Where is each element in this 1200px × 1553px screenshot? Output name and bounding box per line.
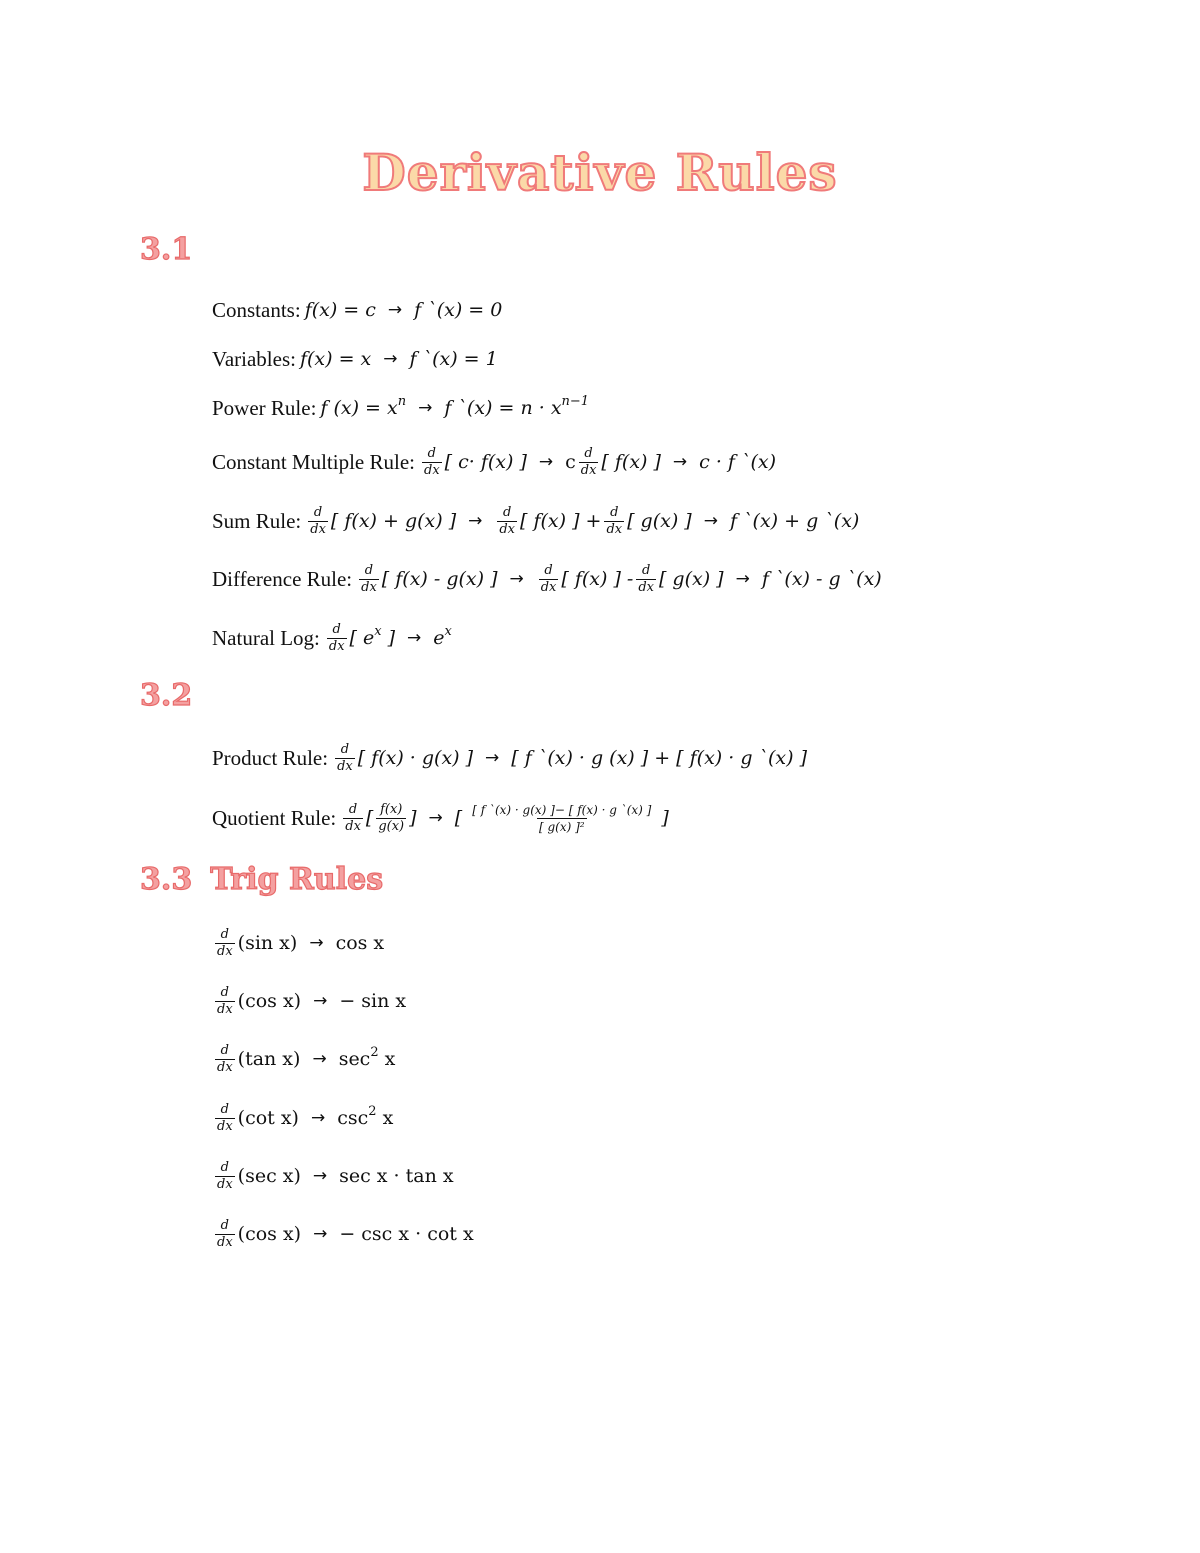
rule-expr: [ c· f(x) ] [444, 451, 527, 473]
derivative-operator: $\frac{d}{dx}$ [540, 562, 557, 595]
section-heading-3-2 [140, 678, 192, 713]
arrow-icon: → [485, 748, 500, 768]
rule-expr: [ f(x) ] - [561, 568, 634, 590]
rule-label: Product Rule: [212, 745, 329, 770]
rule-variables [212, 333, 498, 385]
trig-result: sec x · tan x [339, 1165, 454, 1187]
rule-rhs: f `(x) - g `(x) [761, 568, 882, 590]
bracket: ] [409, 807, 417, 829]
rule-expr: [ g(x) ] [658, 568, 724, 590]
bracket: [ [454, 807, 463, 829]
rule-label: Difference Rule: [212, 566, 353, 591]
arrow-icon: → [428, 808, 443, 828]
arrow-icon: → [468, 511, 483, 531]
arrow-icon: → [309, 933, 324, 953]
derivative-operator: $\frac{d}{dx}$ [580, 445, 597, 478]
derivative-operator: $\frac{d}{dx}$ [217, 1101, 233, 1134]
arrow-icon: → [313, 991, 328, 1011]
rule-rhs: f `(x) = 0 [414, 299, 503, 321]
arrow-icon: → [312, 1049, 327, 1069]
quotient-fraction: $\frac{f(x)}{g(x)}$ [378, 801, 405, 834]
derivative-operator: $\frac{d}{dx}$ [217, 1159, 233, 1192]
rule-sum [212, 495, 859, 547]
trig-result: $\sec^2 x$ [338, 1045, 396, 1070]
rule-expr: [ g(x) ] [627, 510, 692, 532]
section-number: 3.2 [140, 678, 193, 713]
arrow-icon: → [407, 628, 422, 648]
derivative-operator: $\frac{d}{dx}$ [345, 801, 361, 834]
rule-difference [212, 553, 882, 605]
bracket: ] [661, 807, 669, 829]
rule-expr: [ f(x) - g(x) ] [381, 568, 498, 590]
rule-expr: c [565, 451, 576, 473]
rule-label: Power Rule: [212, 395, 317, 420]
section-heading-3-3 [140, 862, 383, 897]
arrow-icon: → [312, 1166, 328, 1186]
trig-rule-sec [212, 1150, 454, 1202]
derivative-operator: $\frac{d}{dx}$ [217, 926, 233, 959]
rule-expr: [ f(x) ] + [520, 510, 602, 532]
rule-rhs: f `(x) + g `(x) [729, 510, 860, 532]
rule-lhs: f $(x) = x^n$ [320, 394, 407, 419]
derivative-operator: $\frac{d}{dx}$ [499, 504, 516, 537]
rule-product [212, 732, 807, 784]
rule-rhs: c · f `(x) [699, 451, 777, 473]
section-heading-3-1 [140, 232, 192, 267]
trig-arg: (sin x) [237, 932, 298, 954]
trig-arg: (cos x) [237, 1223, 302, 1245]
arrow-icon: → [310, 1108, 326, 1128]
trig-arg: (tan x) [237, 1048, 301, 1070]
rule-label: Natural Log: [212, 625, 320, 650]
trig-arg: (sec x) [237, 1165, 301, 1187]
trig-rule-csc [212, 1208, 474, 1260]
rule-lhs: f(x) = c [304, 299, 376, 321]
rule-constants [212, 284, 502, 336]
derivative-operator: $\frac{d}{dx}$ [217, 1217, 233, 1250]
rule-constant-multiple [212, 436, 776, 488]
trig-result: $\csc^2 x$ [337, 1104, 394, 1129]
rule-rhs: $e^x$ [433, 624, 452, 649]
rule-expr: [ $e^x$ ] [349, 624, 396, 649]
trig-rule-sin [212, 917, 384, 969]
arrow-icon: → [538, 452, 554, 472]
bracket: [ [365, 807, 374, 829]
rule-power [212, 382, 589, 434]
arrow-icon: → [509, 569, 524, 589]
rule-label: Sum Rule: [212, 508, 302, 533]
section-number: 3.1 [140, 232, 193, 267]
rule-label: Constants: [212, 297, 301, 322]
arrow-icon: → [313, 1224, 328, 1244]
rule-quotient [212, 792, 669, 844]
trig-rule-cot [212, 1092, 393, 1144]
derivative-operator: $\frac{d}{dx}$ [638, 562, 654, 595]
derivative-operator: $\frac{d}{dx}$ [310, 504, 326, 537]
derivative-operator: $\frac{d}{dx}$ [361, 562, 377, 595]
rule-expr: [ f(x) · g(x) ] [357, 747, 474, 769]
derivative-operator: $\frac{d}{dx}$ [606, 504, 623, 537]
trig-result: − sin x [339, 990, 407, 1012]
rule-rhs: f `(x) = 1 [409, 348, 498, 370]
arrow-icon: → [672, 452, 688, 472]
derivative-operator: $\frac{d}{dx}$ [328, 621, 345, 654]
derivative-operator: $\frac{d}{dx}$ [337, 741, 353, 774]
trig-rule-tan [212, 1033, 395, 1085]
trig-arg: (cos x) [237, 990, 302, 1012]
arrow-icon: → [418, 398, 433, 418]
page-title: Derivative Rules [362, 143, 838, 202]
rule-rhs: f `(x) = $n \cdot x^{n-1}$ [444, 394, 590, 419]
rule-natural-log [212, 612, 452, 664]
arrow-icon: → [703, 511, 718, 531]
derivative-operator: $\frac{d}{dx}$ [424, 445, 440, 478]
section-label: Trig Rules [210, 862, 384, 897]
rule-rhs: [ f `(x) · g (x) ] + [ f(x) · g `(x) ] [511, 747, 808, 769]
rule-lhs: f(x) = x [299, 348, 372, 370]
arrow-icon: → [735, 569, 750, 589]
trig-result: cos x [335, 932, 385, 954]
derivative-operator: $\frac{d}{dx}$ [217, 1042, 233, 1075]
rule-expr: [ f(x) + g(x) ] [330, 510, 457, 532]
rule-label: Constant Multiple Rule: [212, 449, 415, 474]
rule-label: Variables: [212, 346, 296, 371]
arrow-icon: → [383, 349, 398, 369]
section-number: 3.3 [140, 862, 193, 897]
trig-rule-cos [212, 975, 406, 1027]
quotient-result-fraction: $\frac{[ f `(x) \cdot g(x) ]- [ f(x) \cdot g `(x) ]}{\text{[ g(x) ]²}}$ [472, 802, 652, 834]
trig-arg: (cot x) [237, 1107, 299, 1129]
rule-label: Quotient Rule: [212, 805, 337, 830]
arrow-icon: → [387, 300, 403, 320]
trig-result: − csc x · cot x [339, 1223, 474, 1245]
rule-expr: [ f(x) ] [601, 451, 661, 473]
derivative-operator: $\frac{d}{dx}$ [217, 984, 233, 1017]
